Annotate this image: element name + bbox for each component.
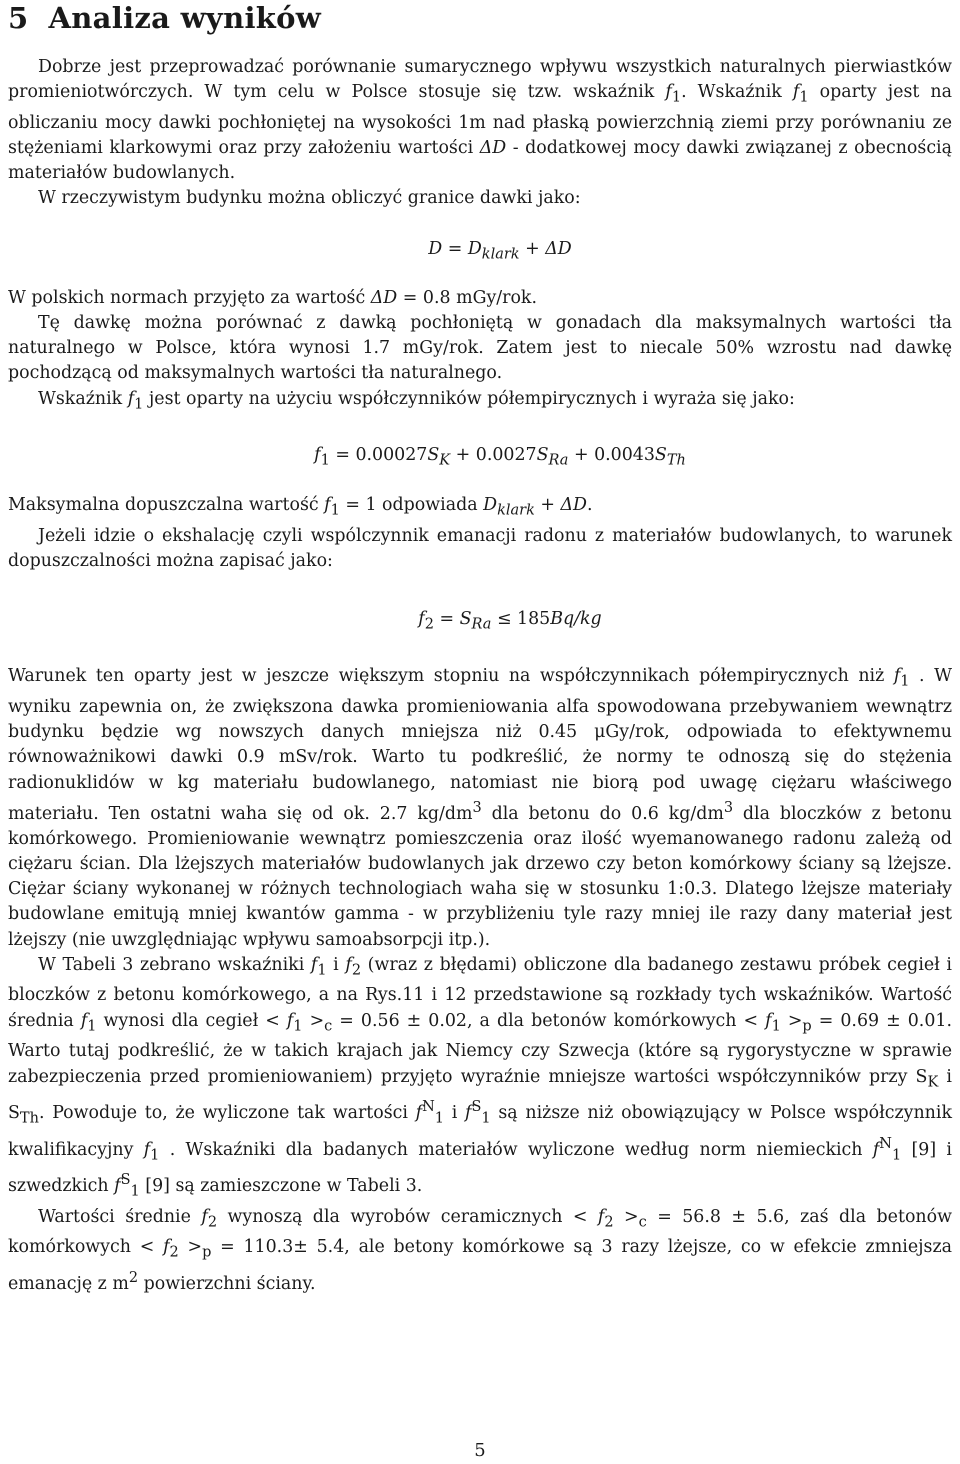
paragraph-8: Warunek ten oparty jest w jeszcze większym stopniu na współczynnikach półempirycznych niż $f_1$ . W wyniku zapewnia on, że zwiększona dawka promieniowania alfa spowodowana przebywaniem wewnątrz budynku będzie wg nowszych danych mniejsza niż 0.45 μGy/rok, odpowiada to efektywnemu równoważnikowi dawki 0.9 mSv/rok. Warto tu podkreślić, że normy te odnoszą się do stężenia radionuklidów w kg materiału budowlanego, natomiast nie biorą pod uwagę ciężaru właściwego materiału. Ten ostatni waha się od ok. 2.7 $kg/dm^3$ dla betonu do 0.6 $kg/dm^3$ dla bloczków z betonu komórkowego. Promieniowanie wewnątrz pomieszczenia oraz ilość wyemanowanego radonu zależą od ciężaru ścian. Dla lżejszych materiałów budowlanych jak drzewo czy beton komórkowy ściany są lżejsze. Ciężar ściany wykonanej w różnych technologiach waha się w stosunku 1:0.3. Dlatego lżejsze materiały budowlane emitują mniej kwantów gamma - w przybliżeniu tyle razy mniej ile razy dany materiał jest lżejszy (nie uwzględniając wpływu samoabsorpcji itp.). [8,666,952,950]
body-text [8,55,952,1297]
section-number: 5 [8,1,29,35]
equation-3: $f_2 = S_{Ra} \le 185Bq/kg$ [418,609,602,633]
paragraph-6: Maksymalna dopuszczalna wartość $f_1 = 1$ odpowiada $D_{klark} + \Delta D$. [8,495,593,519]
paragraph-3: W polskich normach przyjęto za wartość ΔD = 0.8 mGy/rok. [8,287,537,308]
paragraph-4: Tę dawkę można porównać z dawką pochłoniętą w gonadach dla maksymalnych wartości tła naturalnego w Polsce, która wynosi 1.7 mGy/rok. Zatem jest to niecale 50% wzrostu nad dawkę pochodzącą od maksymalnych wartości tła naturalnego. [8,312,952,384]
section-title: Analiza wyników [48,1,322,35]
paragraph-2: W rzeczywistym budynku można obliczyć granice dawki jako: [38,188,581,209]
equation-1: $D = D_{klark} + \Delta D$ [428,238,572,263]
paragraph-10: Wartości średnie $f_2$ wynoszą dla wyrobów ceramicznych < $f_2 >_c = 56.8 \pm 5.6$, zaś dla betonów komórkowych < $f_2 >_p = 110.3\pm 5.4$, ale betony komórkowe są 3 razy lżejsze, co w efekcie zmniejsza emanację z $m^2$ powierzchni ściany. [8,1206,952,1294]
page-number: 5 [474,1440,486,1461]
paragraph-1: Dobrze jest przeprowadzać porównanie sumarycznego wpływu wszystkich naturalnych pierwiastków promieniotwórczych. W tym celu w Polsce stosuje się tzw. wskaźnik $f_1$. Wskaźnik $f_1$ oparty jest na obliczaniu mocy dawki pochłoniętej na wysokości 1m nad płaską powierzchnią ziemi przy porównaniu ze stężeniami klarkowymi oraz przy założeniu wartości ΔD - dodatkowej mocy dawki związanej z obecnością materiałów budowlanych. [8,57,952,184]
paragraph-5: Wskaźnik $f_1$ jest oparty na użyciu współczynników półempirycznych i wyraża się jako: [38,388,795,412]
section-heading [8,0,321,36]
equation-2: $f_1 = 0.00027S_K + 0.0027S_{Ra} + 0.0043S_{Th}$ [314,445,686,469]
paragraph-7: Jeżeli idzie o ekshalację czyli wspólczynnik emanacji radonu z materiałów budowlanych, to warunek dopuszczalności można zapisać jako: [8,525,952,572]
paragraph-9: W Tabeli 3 zebrano wskaźniki $f_1$ i $f_2$ (wraz z błędami) obliczone dla badanego zestawu próbek cegieł i bloczków z betonu komórkowego, a na Rys.11 i 12 przedstawione są rozkłady tych wskaźników. Wartość średnia $f_1$ wynosi dla cegieł < $f_1 >_c = 0.56 \pm 0.02$, a dla betonów komórkowych < $f_1 >_p = 0.69 \pm 0.01$. Warto tutaj podkreślić, że w takich krajach jak Niemcy czy Szwecja (które są rygorystyczne w sprawie zabezpieczenia przed promieniowaniem) przyjęto wyraźnie mniejsze wartości współczynników przy $S_K$ i $S_{Th}$. Powoduje to, że wyliczone tak wartości $f^N_1$ i $f^S_1$ są niższe niż obowiązujący w Polsce współczynnik kwalifikacyjny $f_1$ . Wskaźniki dla badanych materiałów wyliczone według norm niemieckich $f^N_1$ [9] i szwedzkich $f^S_1$ [9] są zamieszczone w Tabeli 3. [8,954,952,1200]
